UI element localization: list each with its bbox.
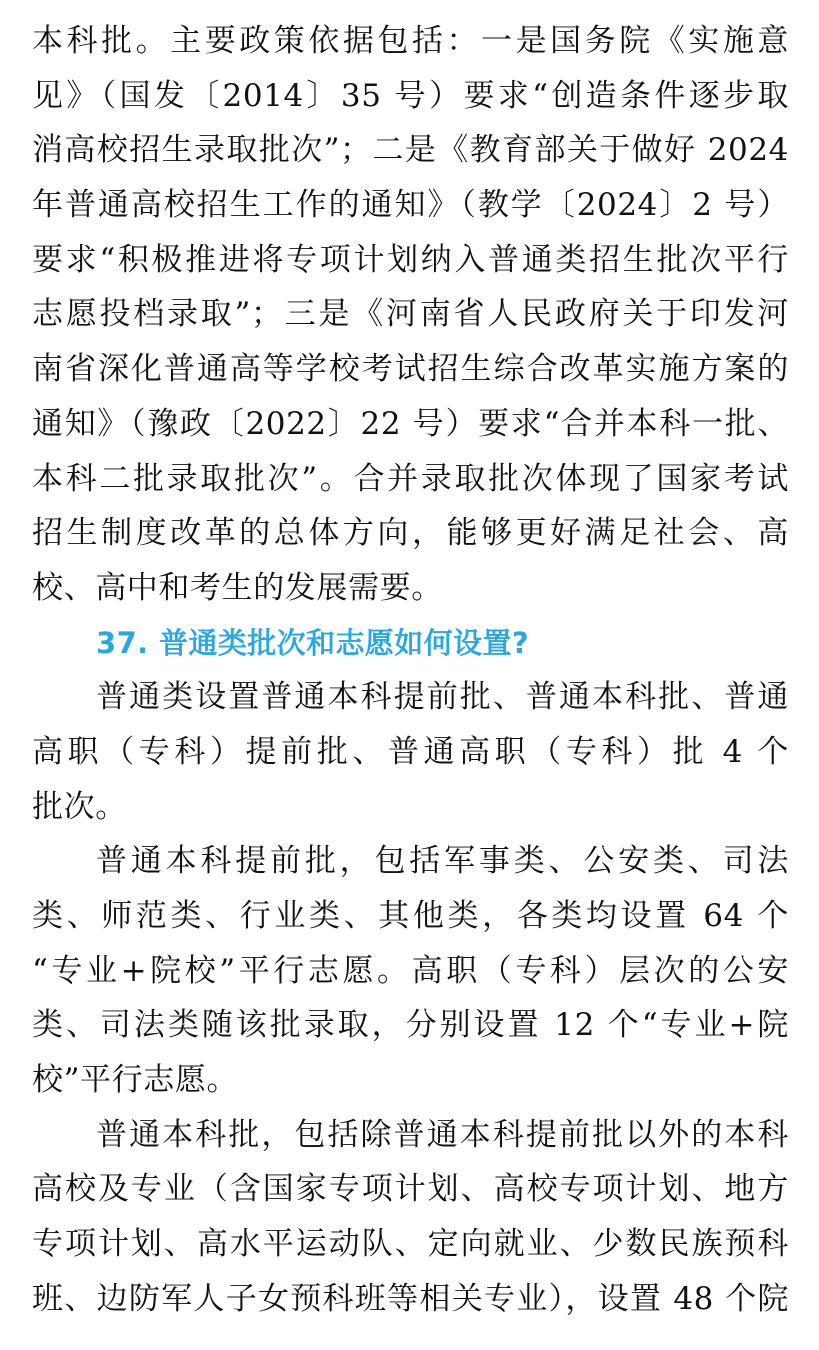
- text-line: 班、边防军人子女预科班等相关专业），设置 48 个院: [32, 1280, 789, 1317]
- text-line: 年普通高校招生工作的通知》（教学〔2024〕2 号）: [32, 187, 789, 224]
- text-line: 南省深化普通高等学校考试招生综合改革实施方案的: [32, 351, 789, 388]
- text-line: “专业+院校”平行志愿。高职（专科）层次的公安: [32, 952, 789, 989]
- text-line: 消高校招生录取批次”；二是《教育部关于做好 2024: [32, 132, 789, 169]
- text-line: 专项计划、高水平运动队、定向就业、少数民族预科: [32, 1226, 789, 1263]
- text-line: 类、师范类、行业类、其他类，各类均设置 64 个: [32, 898, 789, 934]
- text-line: 校”平行志愿。: [32, 1062, 239, 1099]
- text-line: 招生制度改革的总体方向，能够更好满足社会、高: [32, 515, 789, 552]
- text-line: 高校及专业（含国家专项计划、高校专项计划、地方: [32, 1171, 789, 1208]
- paragraph-early-batch: [32, 834, 789, 1107]
- text-line: 高职（专科）提前批、普通高职（专科）批 4 个: [32, 733, 789, 770]
- intro-paragraph: [32, 14, 789, 616]
- text-line: 批次。: [32, 788, 127, 825]
- paragraph-batches: [32, 670, 789, 834]
- text-line: 要求“积极推进将专项计划纳入普通类招生批次平行: [32, 241, 789, 278]
- paragraph-regular-batch: [32, 1108, 789, 1327]
- text-line: 类、司法类随该批录取，分别设置 12 个“专业+院: [32, 1007, 789, 1044]
- text-line: 普通本科批，包括除普通本科提前批以外的本科: [96, 1116, 789, 1153]
- text-line: 见》（国发〔2014〕35 号）要求“创造条件逐步取: [32, 77, 789, 114]
- text-line: 志愿投档录取”；三是《河南省人民政府关于印发河: [32, 296, 789, 333]
- text-line: 通知》（豫政〔2022〕22 号）要求“合并本科一批、: [32, 405, 789, 442]
- section-heading: 37. 普通类批次和志愿如何设置?: [96, 625, 530, 660]
- text-line: 本科二批录取批次”。合并录取批次体现了国家考试: [32, 460, 789, 497]
- text-line: 普通本科提前批，包括军事类、公安类、司法: [96, 843, 789, 880]
- text-line: 本科批。主要政策依据包括：一是国务院《实施意: [32, 23, 789, 59]
- text-line: 校、高中和考生的发展需要。: [32, 569, 443, 606]
- text-line: 普通类设置普通本科提前批、普通本科批、普通: [96, 679, 789, 716]
